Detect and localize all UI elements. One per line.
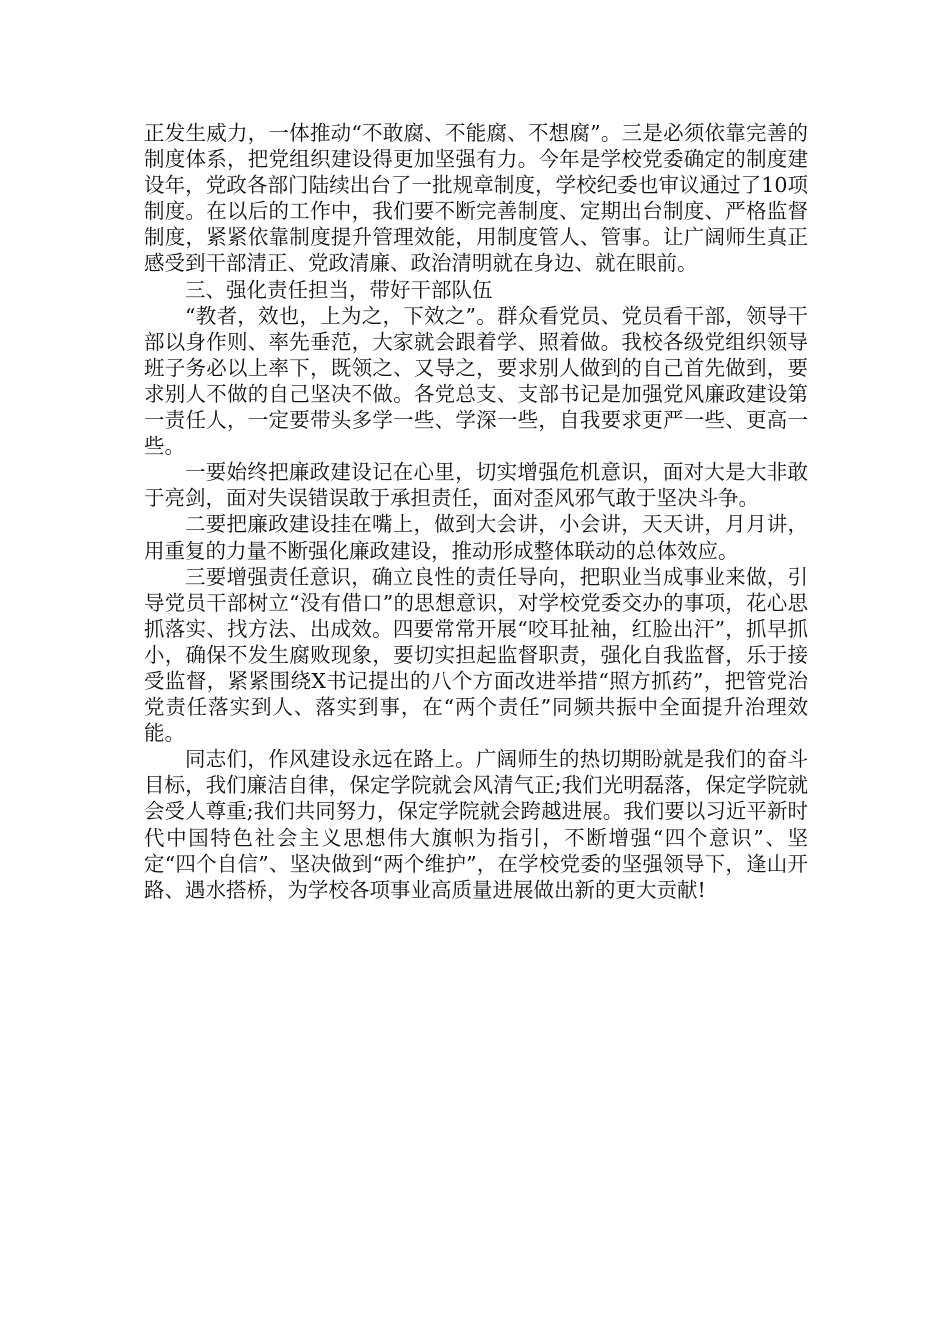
- paragraph: 同志们，作风建设永远在路上。广阔师生的热切期盼就是我们的奋斗目标，我们廉洁自律，保定学院就会风清气正;我们光明磊落，保定学院就会受人尊重;我们共同努力，保定学院就会跨越进展。我们要以习近平新时代中国特色社会主义思想伟大旗帜为指引，不断增强“四个意识”、坚定“四个自信”、坚决做到“两个维护”，在学校党委的坚强领导下，逢山开路、遇水搭桥，为学校各项事业高质量进展做出新的更大贡献!: [144, 747, 808, 902]
- paragraph: 三要增强责任意识，确立良性的责任导向，把职业当成事业来做，引导党员干部树立“没有借口”的思想意识，对学校党委交办的事项，花心思抓落实、找方法、出成效。四要常常开展“咬耳扯袖，红脸出汗”，抓早抓小，确保不发生腐败现象，要切实担起监督职责，强化自我监督，乐于接受监督，紧紧围绕X书记提出的八个方面改进举措“照方抓药”，把管党治党责任落实到人、落实到事，在“两个责任”同频共振中全面提升治理效能。: [144, 564, 808, 746]
- section-heading: 三、强化责任担当，带好干部队伍: [185, 277, 493, 302]
- paragraph-continuation: 正发生威力，一体推动“不敢腐、不能腐、不想腐”。三是必须依靠完善的制度体系，把党组织建设得更加坚强有力。今年是学校党委确定的制度建设年，党政各部门陆续出台了一批规章制度，学校纪委也审议通过了10项制度。在以后的工作中，我们要不断完善制度、定期出台制度、严格监督制度，紧紧依靠制度提升管理效能，用制度管人、管事。让广阔师生真正感受到干部清正、党政清廉、政治清明就在身边、就在眼前。: [144, 121, 808, 276]
- paragraph: “教者，效也，上为之，下效之”。群众看党员、党员看干部，领导干部以身作则、率先垂范，大家就会跟着学、照着做。我校各级党组织领导班子务必以上率下，既领之、又导之，要求别人做到的自己首先做到，要求别人不做的自己坚决不做。各党总支、支部书记是加强党风廉政建设第一责任人，一定要带头多学一些、学深一些，自我要求更严一些、更高一些。: [144, 303, 808, 459]
- paragraph: 一要始终把廉政建设记在心里，切实增强危机意识，面对大是大非敢于亮剑，面对失误错误敢于承担责任，面对歪风邪气敢于坚决斗争。: [144, 460, 808, 511]
- document-body: [144, 120, 808, 903]
- paragraph: 二要把廉政建设挂在嘴上，做到大会讲，小会讲，天天讲，月月讲，用重复的力量不断强化廉政建设，推动形成整体联动的总体效应。: [144, 512, 808, 563]
